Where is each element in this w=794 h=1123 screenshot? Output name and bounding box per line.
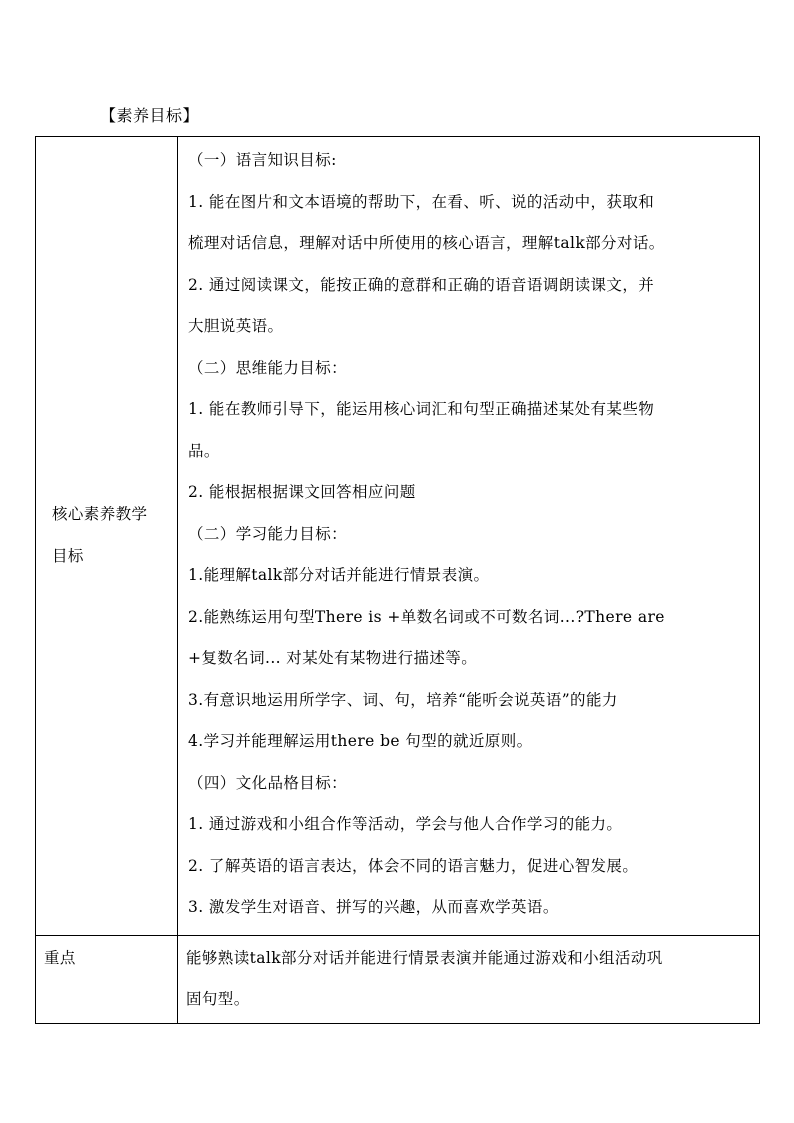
table-row-core-goals (36, 137, 760, 936)
goal-line: 梳理对话信息，理解对话中所使用的核心语言，理解talk部分对话。 (188, 234, 665, 252)
goal-line: 4.学习并能理解运用there be 句型的就近原则。 (188, 732, 533, 750)
goal-heading-learning: （二）学习能力目标： (188, 524, 348, 543)
goal-line: 3. 激发学生对语音、拼写的兴趣，从而喜欢学英语。 (188, 898, 559, 916)
goal-line: 2. 通过阅读课文，能按正确的意群和正确的语音语调朗读课文，并 (188, 275, 655, 294)
goal-line: 2. 能根据根据课文回答相应问题 (188, 483, 416, 501)
goal-heading-language: （一）语言知识目标: (188, 151, 337, 169)
key-point-line: 固句型。 (186, 990, 250, 1008)
label-cell-core-goals (36, 137, 178, 936)
row-label (36, 494, 177, 577)
goal-line: 1. 能在教师引导下，能运用核心词汇和句型正确描述某处有某些物 (188, 400, 655, 418)
goal-line: 品。 (188, 441, 220, 460)
row-label-line: 目标 (52, 546, 84, 565)
label-cell-key-points (36, 935, 178, 1023)
goal-line: 3.有意识地运用所学字、词、句，培养“能听会说英语”的能力 (188, 690, 618, 709)
key-point-line: 能够熟读talk部分对话并能进行情景表演并能通过游戏和小组活动巩 (186, 948, 663, 967)
section-title: 【素养目标】 (100, 106, 200, 125)
goal-heading-thinking: （二）思维能力目标： (188, 358, 348, 377)
goal-line: 2. 了解英语的语言表达，体会不同的语言魅力，促进心智发展。 (188, 856, 639, 875)
goal-line: 1. 能在图片和文本语境的帮助下，在看、听、说的活动中，获取和 (188, 192, 655, 211)
content-cell-key-points (178, 935, 760, 1023)
goal-line: 1. 通过游戏和小组合作等活动，学会与他人合作学习的能力。 (188, 815, 623, 833)
goal-heading-culture: （四）文化品格目标： (188, 773, 348, 792)
goals-table (35, 136, 760, 1024)
row-label: 重点 (44, 948, 76, 967)
goal-line: +复数名词... 对某处有某物进行描述等。 (188, 649, 478, 667)
table-row-key-points (36, 935, 760, 1023)
content-cell-core-goals (178, 137, 760, 936)
goal-line: 大胆说英语。 (188, 317, 284, 335)
row-label-line: 核心素养教学 (52, 505, 148, 524)
goal-line: 1.能理解talk部分对话并能进行情景表演。 (188, 566, 490, 584)
goal-line: 2.能熟练运用句型There is +单数名词或不可数名词...?There are (188, 607, 665, 626)
